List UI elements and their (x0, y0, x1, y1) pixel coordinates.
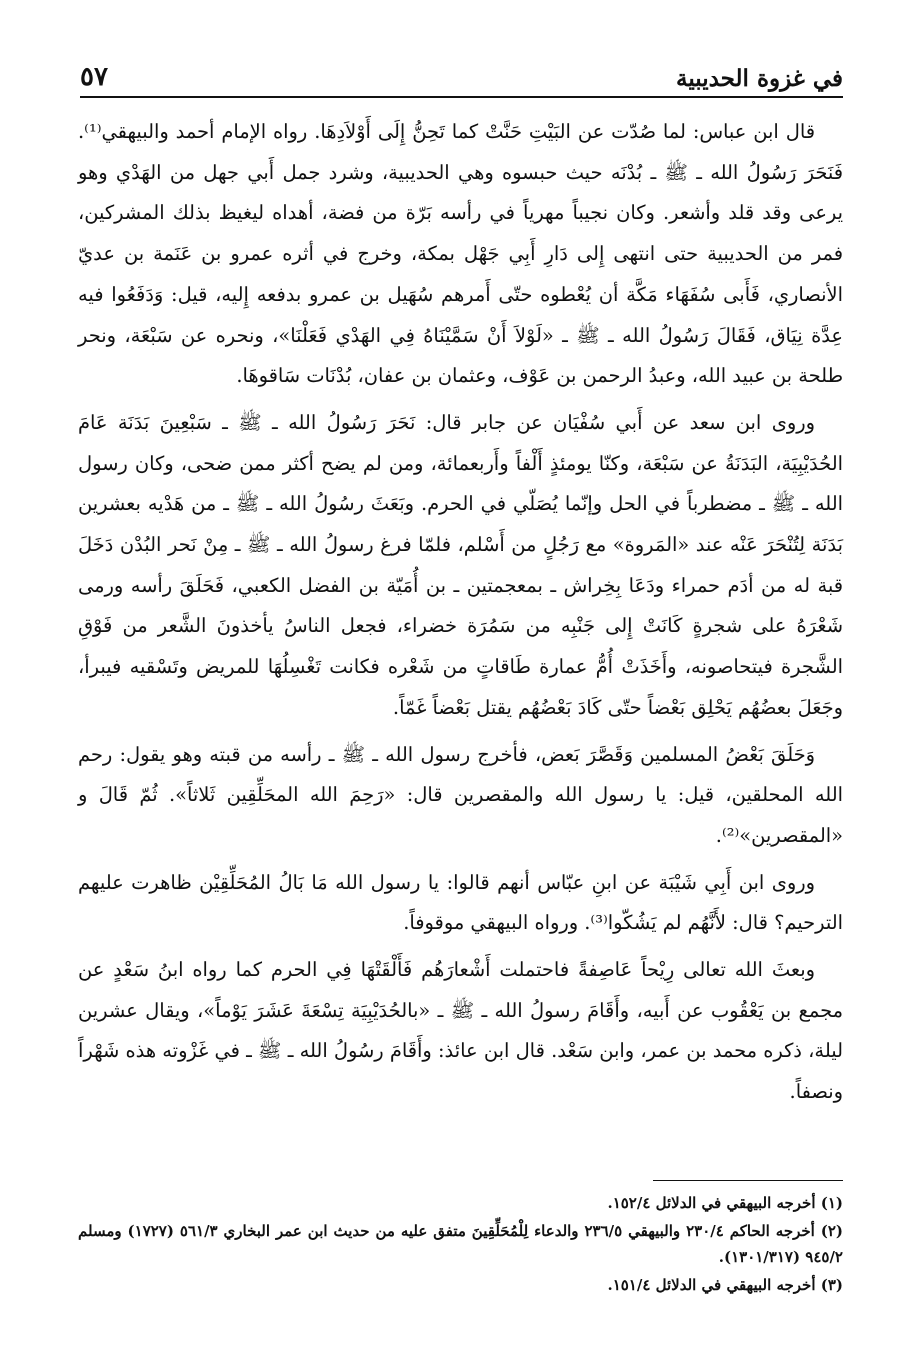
page-number: ٥٧ (80, 62, 108, 92)
footnote: (٣) أخرجه البيهقي في الدلائل ١٥١/٤. (607, 1276, 843, 1294)
paragraph: وَحَلَقَ بَعْضُ المسلمين وَقَصَّرَ بَعض، فأخرج رسول الله ـ ﷺ ـ رأسه من قبته وهو يقول: رحم الله المحلقين، قيل: يا رسول الله والمقصرين قال: «رَحِمَ الله المحَلِّقِين ثَلاثاً». ثُمّ قَالَ و «المقصرين»⁽²⁾. (78, 742, 843, 847)
paragraph: قال ابن عباس: لما صُدّت عن البَيْتِ حَنَّتْ كما تَحِنُّ إِلَى أَوْلاَدِهَا. رواه الإمام أحمد والبيهقي⁽¹⁾. فَنَحَرَ رَسُولُ الله ـ ﷺ ـ بُدْنَه حيث حبسوه وهي الحديبية، وشرد جمل أَبي جهل من الهَدْي وهو يرعى وقد قلد وأشعر. وكان نجيباً مهرياً في رأسه بَرّة من فضة، أهداه ليغيظ بذلك المشركين، فمر من الحديبية حتى انتهى إِلى دَارِ أَبِي جَهْل بمكة، وخرج في أثره عمرو بن عَنَمة بن عديّ الأنصاري، فَأَبى سُفَهَاء مَكَّة أن يُعْطوه حتّى أَمرهم سُهَيل بن عمرو بدفعه إِليه، قيل: وَدَفَعُوا فيه عِدَّة نِيَاق، فَقَالَ رَسُولُ الله ـ ﷺ ـ «لَوْلاَ أَنْ سَمَّيْنَاهُ فِي الهَدْي فَعَلْنَا»، ونحره عن سَبْعَة، ونحر طلحة بن عبيد الله، وعبدُ الرحمن بن عَوْف، وعثمان بن عفان، بُدْنَات سَاقوهَا. (78, 120, 843, 388)
paragraph: وروى ابن أَبِي شَيْبَة عن ابنِ عبّاس أنهم قالوا: يا رسول الله مَا بَالُ المُحَلِّقِيْن ظاهرت عليهم الترحيم؟ قال: لأَنَّهُم لم يَشُكّوا⁽³⁾. ورواه البيهقي موقوفاً. (78, 870, 843, 935)
paragraph: وبعثَ الله تعالى رِيْحاً عَاصِفةً فاحتملت أَشْعارَهُم فَأَلْقَتْهَا فِي الحرم كما رواه ابنُ سَعْدٍ عن مجمع بن يَعْقُوب عن أَبيه، وأَقَامَ رسولُ الله ـ ﷺ ـ «بالحُدَيْبِيَة تِسْعَةَ عَشَرَ يَوْماً»، ويقال عشرين ليلة، ذكره محمد بن عمر، وابن سَعْد. قال ابن عائذ: وأَقَامَ رسُولُ الله ـ ﷺ ـ في غَزْوته هذه شَهْراً ونصفاً. (78, 958, 843, 1104)
footnotes (78, 1190, 843, 1300)
footnote: (٢) أخرجه الحاكم ٢٣٠/٤ والبيهقي ٢٣٦/٥ والدعاء لِلْمُحَلِّقِينَ متفق عليه من حديث ابن عمر البخاري ٥٦١/٣ (١٧٢٧) ومسلم ٩٤٥/٢ (١٣٠١/٣١٧). (78, 1222, 843, 1266)
paragraph: وروى ابن سعد عن أَبي سُفْيَان عن جابر قال: نَحَرَ رَسُولُ الله ـ ﷺ ـ سَبْعِينَ بَدَنَة عَامَ الحُدَيْبِيَة، البَدَنَةُ عن سَبْعَة، وكنّا يومئذٍ أَلْفاً وأَربعمائة، ومن لم يضح أكثر ممن ضحى، وكان رسول الله ـ ﷺ ـ مضطرباً في الحل وإنّما يُصَلّي في الحرم. وبَعَثَ رسُولُ الله ـ ﷺ ـ من هَدْيه بعشرين بَدَنَة لِتُنْحَرَ عَنْه عند «المَروة» مع رَجُلٍ من أَسْلم، فلمّا فرغ رسولُ الله ـ ﷺ ـ مِنْ نَحر البُدْن دَخَلَ قبة له من أدَم حمراء ودَعَا بِخِراش ـ بمعجمتين ـ بن أُمَيّة بن الفضل الكعبي، فَحَلَقَ رأسه ورمى شَعْرَهُ على شجرةٍ كَانَتْ إِلى جَنْبِه من سَمُرَة خضراء، فجعل الناسُ يأخذونَ الشَّعر من فَوْقِ الشَّجرة فيتحاصونه، وأَخَذَتْ أُمُّ عمارة طَاقاتٍ من شَعْره فكانت تَغْسِلُهَا للمريض وتَسْقيه فيبرأ، وجَعَلَ بعضُهُم يَحْلِق بَعْضاً حتّى كَادَ بَعْضُهُم يقتل بَعْضاً غَمّاً. (78, 410, 843, 719)
running-title: في غزوة الحديبية (676, 65, 843, 92)
page-header (80, 54, 843, 98)
main-text (78, 112, 843, 1113)
footnote: (١) أخرجه البيهقي في الدلائل ١٥٢/٤. (607, 1194, 843, 1212)
footnote-divider (653, 1180, 843, 1181)
